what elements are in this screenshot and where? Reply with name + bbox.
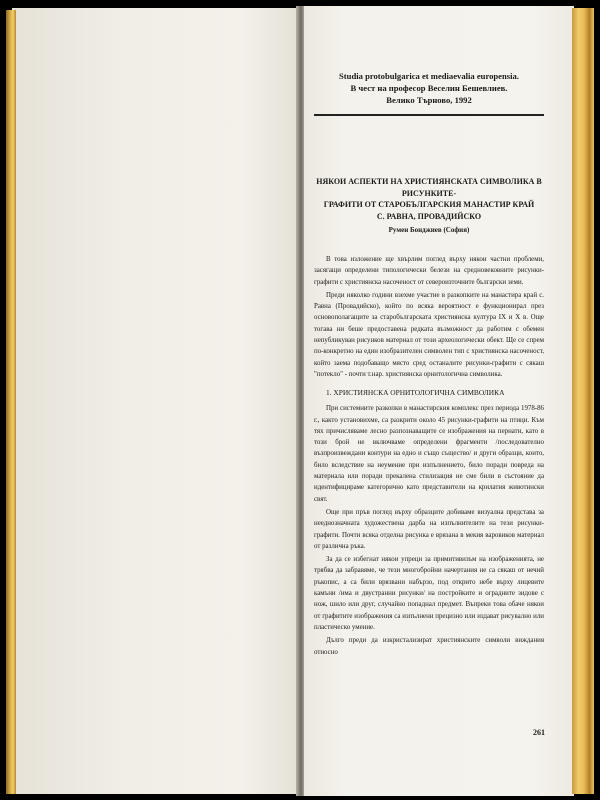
page-number: 261 [533, 728, 545, 737]
left-page-edges [6, 10, 16, 794]
header-rule [314, 114, 544, 116]
left-blank-page [12, 8, 300, 794]
paragraph: Преди няколко години взехме участие в разкопките на манастира край с. Равна (Провадийско), който по всяка вероятност е функционирал през основополагащите за старобългарската християнска култура IX и X в. Още тогава ни беше предоставена редката възможност да работим с обемен непубликуван рисунков материал от този археологически обект. Ще се спрем по-конкретно на един изобразителен символен тип с християнска насоченост, който заема подобаващо място сред останалите рисунки-графити с сякаш "потекло" - почти т.нар. християнска орнитологична символика. [314, 291, 544, 378]
series-title: Studia protobulgarica et mediaevalia europensia. [339, 71, 519, 81]
article-author: Румен Бонджиев (София) [388, 226, 470, 234]
paragraph: При системните разкопки в манастирския комплекс през периода 1978-86 г., както установихме, са разкрити около 45 рисунки-графити на птици. Към тях причисляваме лесно разпознаващите се изображения на пернати, като в този брой не включваме определени фрагменти /последователно възпроизвеждани контури на едно и също същество/ и други образци, които, било вследствие на неумение при изпълнението, било поради повреда на материала или поради прекалена стилизация не сме били в състояние да идентифицираме категорично като представители на крилатия животински свят. [314, 405, 544, 503]
paragraph: В това изложение ще хвърлим поглед върху някои частни проблеми, засягащи определени типологически белези на средновековните рисунки-графити с християнска насоченост от североизточните български земи. [314, 256, 544, 286]
section-heading: 1. ХРИСТИЯНСКА ОРНИТОЛОГИЧНА СИМВОЛИКА [326, 388, 505, 398]
right-page-edges [572, 8, 594, 794]
paragraph: За да се избегнат някои упреци за примитивизъм на изображенията, не трябва да забравяме, че тези многобройни начертания не са сякаш от нечий ръкопис, а са били врязвани набързо, под открито небе върху лицевите камъни /има и двустранни рисунки/ на постройките и оградните зидове с нож, шило или друг, случайно попаднал предмет. Въпреки това обаче някои от графитите изображения са изпълнени прецизно или издават рисувално или пластическо умение. [314, 556, 544, 631]
paragraph: Дълго преди да изкристализират християнските символи виждания относно [314, 637, 544, 656]
page-content [314, 70, 544, 660]
dedication: В чест на професор Веселин Бешевлиев. [350, 83, 508, 93]
paragraph: Още при пръв поглед върху образците добиваме визуална представа за нееднозначната художествена дарба на изпълнителите на тези рисунки-графити. Почти всяка отделна рисунка е врязана в мекия варовиков материал от различна ръка. [314, 508, 544, 550]
publication-place-year: Велико Търново, 1992 [386, 95, 472, 105]
article-title: НЯКОИ АСПЕКТИ НА ХРИСТИЯНСКАТА СИМВОЛИКА В РИСУНКИТЕ- ГРАФИТИ ОТ СТАРОБЪЛГАРСКИЯ МАНАСТИР КРАЙ С. РАВНА, ПРОВАДИЙСКО [316, 177, 542, 221]
series-header [314, 70, 544, 106]
